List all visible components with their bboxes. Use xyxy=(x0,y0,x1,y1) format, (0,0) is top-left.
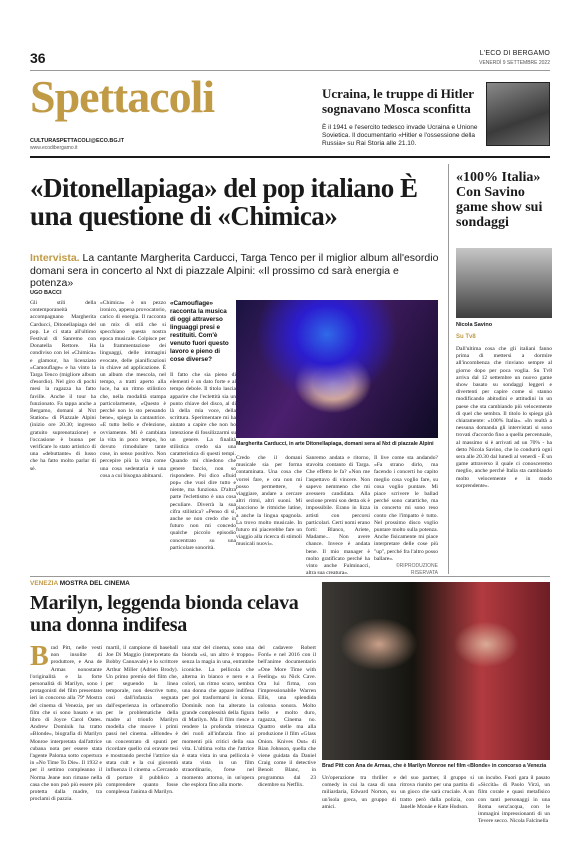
article-column-5: Sanremo andata e ritorno, stavolta contanto di Targa. Che effetto le fa? «Non me l'aspettavo di vincere. Non sapevo nemmeno che mi avessero candidata. Alla sezione premi son detta ok è impossibile. Erano in lizza artisti con percorsi particolari. Certi nomi erano forti: Blanco, Ariete, Madame... Non avere chance. Invece è andata bene. Il mio manager è molto gratificato perché ha vinto anche Fulminacci, altra sua creatura». xyxy=(306,455,370,577)
second-column-1 xyxy=(30,641,102,815)
teaser-headline[interactable]: Ucraina, le truppe di Hitler sognavano Mosca sconfitta xyxy=(322,86,474,116)
tag-place: VENEZIA xyxy=(30,580,58,587)
sidebar-body: Dall'ultima cosa che gli italiani fanno prima di mettersi a dormire all'incombenza che rinviano sempre al giorno dopo per poca voglia. Su Tv8 arriva dal 12 settembre un nuovo game show basato su sondaggi leggeri e divertenti per capire come si stanno modificando abitudini e attitudini in un paese che sta cambiando più velocemente di quel che sembra. Il titolo lo spiega già chiaramente: «100% Italia». «In realtà a nessuna domanda gli intervistati si sono trovati d'accordo fino a quella percentuale, al massimo si è arrivati ad un 70% - ha detto Nicola Savino, che lo condurrà ogni sera alle 20.30 dal lunedì al venerdì - È un game attraverso il quale ci conosceremo meglio, anche perché Italia sta cambiando molto velocemente e in modo sorprendente». xyxy=(456,346,552,489)
second-photo-caption: Brad Pitt con Ana de Armas, che è Marilyn Monroe nel film «Blonde» in concorso a Venezia xyxy=(322,763,547,769)
section-website[interactable]: www.ecodibergamo.it xyxy=(30,145,78,151)
section-title: Spettacoli xyxy=(30,71,215,122)
article-column-2: «Chimica» è un pezzo ironico, appena provocatorio, carico di energia. Il racconta un mix di stili che si specchiano questa nostra epoca musicale. Colpisce per la frammentazione dei linguaggi, delle immagini evocate, delle pianificazioni in chiave ad applicazione. È un album che mescola, nel tempo, a tratti aperto alla luce, ha un ritmo stilistico che, nella modalità stampa particolarmente, «Questo è perché non lo sto pensando bene», spiega la cantautrice. «E tutto bello e d'elezione, ovviamente. Mi è cambiata la vita in poco tempo, ho dovuto rimodulare tante cose, in senso positivo. Non percepire più la vita come una cosa sedentaria è una cosa a cui bisogna abituarsi. xyxy=(100,300,166,479)
main-kicker xyxy=(30,252,440,290)
main-photo-caption: Margherita Carducci, in arte Ditonellapiaga, domani sera al Nxt di piazzale Alpini xyxy=(236,441,434,447)
kicker-text: La cantante Margherita Carducci, Targa Tenco per il miglior album all'esordio domani sera in concerto al Nxt di piazzale Alpini: «Il prossimo cd sarà energia e potenza» xyxy=(30,252,439,289)
second-column-4: del cadavere Robert Ford» e nel 2016 con il bell'anime documentario «One More Time with Feeling» su Nick Cave. Ora lui firma, con l'impressionabile Warren Ellis, una splendida colonna sonora. Molto bello e molto duro, ragazza, Cinema no. Quattro stelle ma alla produzione il film «Glass Onion. Knives Out» di Rian Johnson, quella che viene guidata da Daniel Craig come il detective Benoit Blanc, in programma dal 23 dicembre su Netflix. xyxy=(258,645,316,788)
main-byline: UGO BACCI xyxy=(30,290,62,296)
second-article-tag xyxy=(30,580,130,587)
newspaper-date: VENERDÌ 9 SETTEMBRE 2022 xyxy=(479,60,550,66)
section-email[interactable]: CULTURASPETTACOLI@ECO.BG.IT xyxy=(30,138,125,144)
tag-text: MOSTRA DEL CINEMA xyxy=(57,580,130,587)
copyright-note: ©RIPRODUZIONE RISERVATA xyxy=(395,563,438,577)
page-number: 36 xyxy=(30,50,46,66)
second-headline[interactable]: Marilyn, leggenda bionda celava una donna indifesa xyxy=(30,592,299,636)
bottom-divider xyxy=(30,576,550,577)
article-column-6 xyxy=(374,455,438,577)
second-column-1-text: rad Pitt, nelle vesti non insolite di produttore, e Ana de Armas nonostante l'originalità e la forte personalità di Marilyn, sono i protagonisti del film presentato ieri in concorso alla 79ª Mostra del cinema di Venezia, per un film che si sono basato e un libro di Joyce Carol Oates. Andrew Dominik ha tratto «Blonde», biografia di Marilyn Monroe interpretata dall'attrice cubana nota per essere stata l'agente Paloma sotto copertura in «No Time To Die». Il 1932 e per il settimo compleanno il Norma Jeane non rimane nella casa che non può più essere più protetta dalla madre, tra proclami di pazzia. xyxy=(30,645,102,803)
second-column-7: un incubo. Fuori gara il pasato «Siccità» di Paolo Virzì, un film corale e quasi metafisico con tanti personaggi in una Roma senz'acqua, con le immagini impressionanti di un Tevere secco. Nicola Falcinella xyxy=(478,775,550,825)
main-photo xyxy=(236,300,438,438)
sidebar-divider xyxy=(448,164,449,574)
sidebar-tag: Su Tv8 xyxy=(456,334,476,340)
section-divider xyxy=(30,156,550,158)
second-column-6: del suo partner, il gruppo si ritrova riunito per una partita di un gioco che sarà cruciale. A un tratto però dalla polizia, con Janelle Monáe e Kate Hudson. xyxy=(400,775,474,810)
kicker-label: Intervista. xyxy=(30,252,80,264)
drop-cap: B xyxy=(30,641,49,672)
second-column-3: una star del cinema, sono una bionda «sì, un altro è troppo» senza la magia in una, entrambe iconiche. La pellicola che alterna in bianco e nero e a colori, un ritmo scuro, sembra una donna che appare indifesa per poi trasformarsi in icona. Dominik non ha alterato la grande complessità della figura di Marilyn. Ma il film riesce a rendere la profonda tristezza dei ruoli all'infanzia fino ai momenti più critici della sua vita. L'ultima volta che l'attrice è stata vista in una pellicola è stata vista in un film straordinario, forse nel momento attorno, in un'opera che esplora fino alla morte. xyxy=(182,645,254,788)
article-column-3: Il fatto che sia pieno di elementi è un dato forte e al tempo debole. Il titolo lascia apparire che l'eclettità sia un punto chiave del disco, al di là della mia voce, della scrittura. Sperimentare mi ha aiutato a capire che non ho intenzione di fossilizzarmi su un genere. La finalità stilistica credo sia una caratteristica di questi tempi. Quando mi chiedono che genere faccio, non so rispondere. Poi dico «fluid pop» che vuol dire tutto e niente, ma funziona. D'altra parte l'eclettismo è una cosa peculiare. Diverrà la sua cifra stilistica? «Penso di sì, anche se non credo che in futuro non mi concedo qualche piccolo episodio concentrato su una particolare sonorità. xyxy=(170,372,236,551)
pull-quote: «Camouflage» racconta la musica di oggi attraverso linguaggi presi e restituiti. Com'è venuto fuori questo lavoro e pieno di cose diverse? xyxy=(170,300,229,363)
article-column-6-text: Il live come sta andando? «Fa strano dirlo, ma facendo i concerti ho capito meglio cosa voglio fare, su cosa voglio puntare. Mi piace scrivere le ballad perché sono catartiche, ma in concerto mi sono reso conto che l'impatto è tutto. Nel prossimo disco voglio puntare molto sulla potenza. Anche fisicamente mi piace interpretare delle cose più "up", perché fra l'altro posso ballare». xyxy=(374,455,438,562)
second-column-2: martil, il campione di baseball Joe Di Maggio (interpretato da Bobby Cannavale) e lo scrittore Arthur Miller (Adrien Brody). Un primo premio del film che, per seguendo la linea temporale, non descrive tutto, così dall'infanzia segnata dall'esperienza in orfanotrofio per le problematiche della madre al trionfo Marilyn modella che muove i primi passi nel cinema. «Blonde» è un concentrato di spunti per ricordare quello cui eravate tesi e mostrando perché l'attrice sia stata cult e la cui gioventù influenza il cinema «.Cercando di portare il pubblico a comprendere quanto fosse complessa l'anima di Marilyn. xyxy=(106,645,178,796)
sidebar-photo-caption: Nicola Savino xyxy=(456,322,493,328)
main-headline[interactable]: «Ditonellapiaga» del pop italiano È una questione di «Chimica» xyxy=(30,173,418,231)
teaser-photo xyxy=(486,82,550,146)
newspaper-name: L'ECO DI BERGAMO xyxy=(479,50,550,57)
teaser-summary: È il 1941 e l'esercito tedesco invade Ucraina e Unione Sovietica. Il documentario «Hitler e l'ossessione della Russia» su Rai Storia alle 21.10. xyxy=(322,124,478,147)
second-column-5: Un'operazione tra thriller e comedy in cui la casa di una miliardaria, Edward Norton, su un'isola greca, un gruppo di amici. xyxy=(322,775,396,810)
sidebar-headline[interactable]: «100% Italia» Con Savino game show sui sondaggi xyxy=(456,170,543,230)
article-column-4: Credo che il domani musicale sia per forma contaminata. Una cosa che vorrei fare, e ora non mi posso permettere, è viaggiare, andare a cercare altri ritmi, altri suoni. Mi piacciono le ritmiche latine, a anche la lingua spagnola. La trovo molto musicale. In futuro mi piacerebbe fare un viaggio alla ricerca di stimoli musicali nuovi». xyxy=(236,455,302,548)
second-photo xyxy=(322,582,550,760)
article-column-1: Gli stili della contemporaneità accompagnano Margherita Carducci, Ditonellapiaga del pop. Le ci stata all'ultimo Festival di Sanremo con Donatella Rettore. Ha condiviso con lei «Chimica» e glamour, ha licenziato «Camouflage» e ha vinto la Targa Tenco (migliore album d'esordio). Nel giro di pochi mesi la ragazza ha fatto faville. Anche il tour ha funzionato. Fa tappa anche a Bergamo, domani al Nxt Station» di Piazzale Alpini (inizio ore 20.30; ingresso gratuito suprenotazione) e l'occasione è buona per verificare lo stato artistico di una «debuttante» di lusso che ha fatto molto parlar di sé. xyxy=(30,300,96,472)
sidebar-photo xyxy=(456,248,552,318)
